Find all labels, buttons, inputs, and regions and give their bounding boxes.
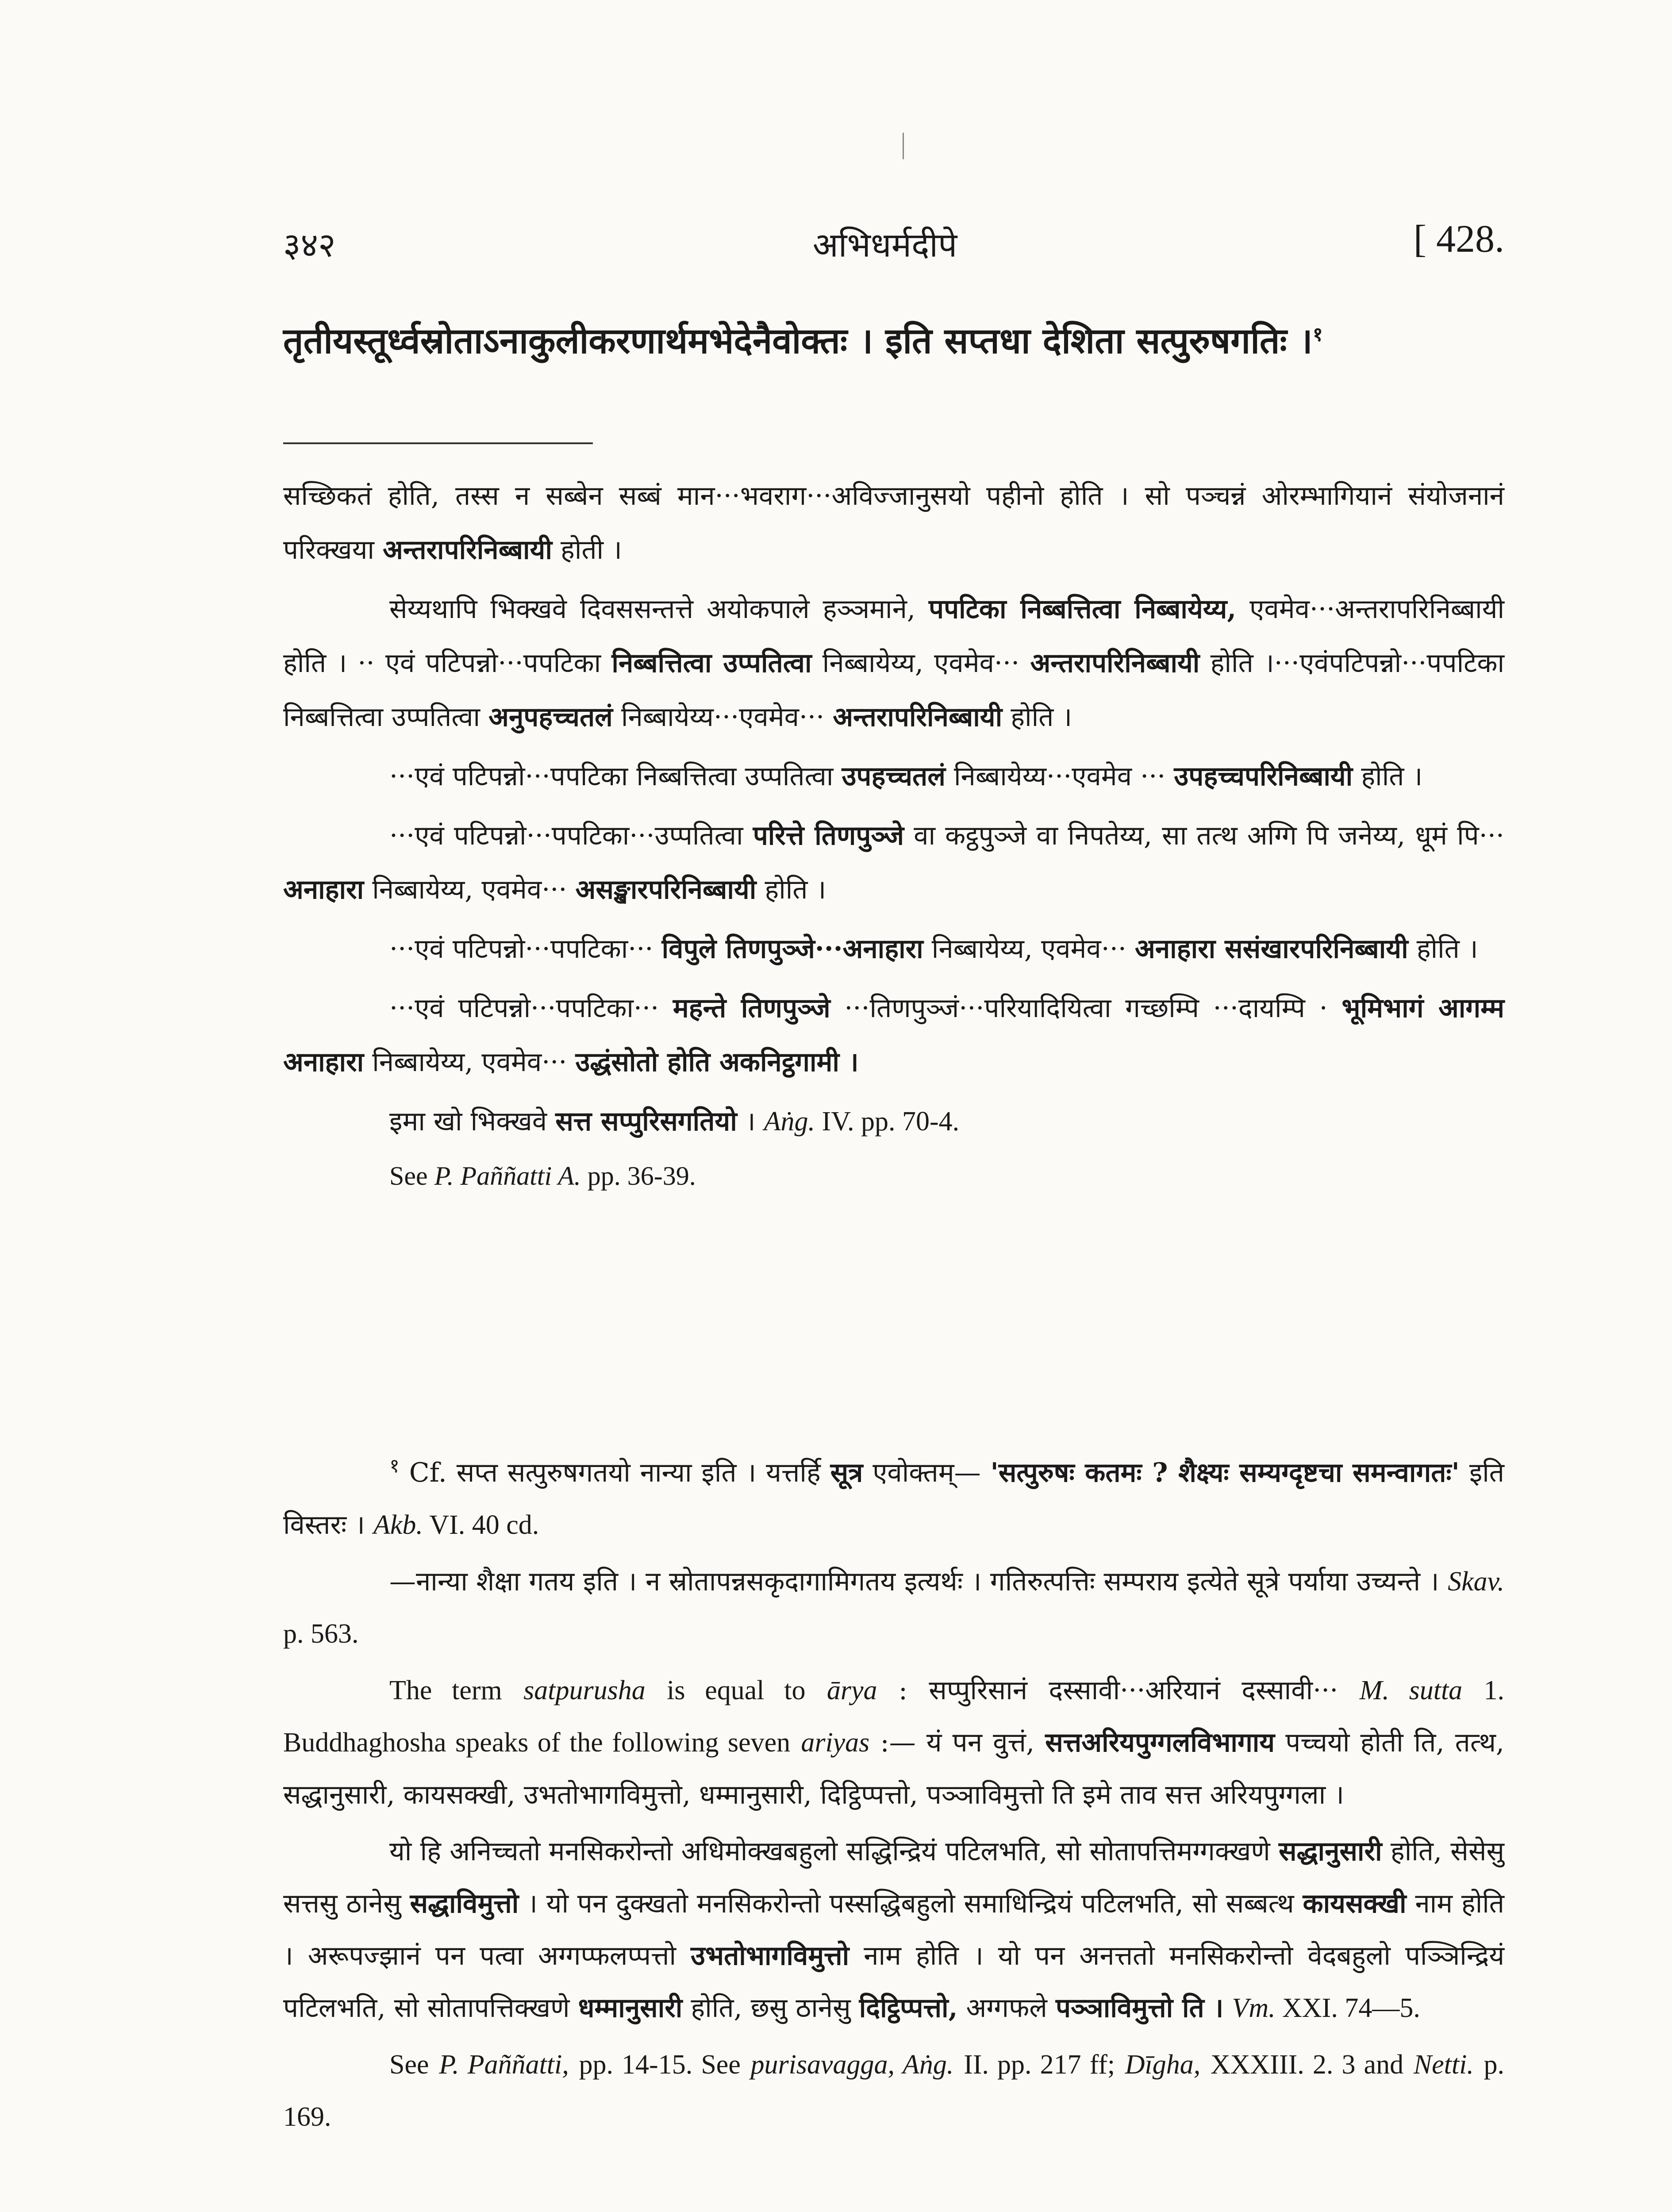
main-text — [283, 310, 1504, 372]
running-title: अभिधर्मदीपे — [812, 225, 957, 265]
main-sentence: तृतीयस्तूर्ध्वस्रोताऽनाकुलीकरणार्थमभेदेनैवोक्तः । इति सप्तधा देशिता सत्पुरुषगतिः । — [283, 320, 1313, 361]
page-number: ३४२ — [283, 225, 336, 265]
note-paragraph: सेय्यथापि भिक्खवे दिवससन्तत्ते अयोकपाले हञ्ञमाने, पपटिका निब्बत्तित्वा निब्बायेय्य, एवमेव···अन्तरापरिनिब्बायी होति । ·· एवं पटिपन्नो···पपटिका निब्बत्तित्वा उप्पतित्वा निब्बायेय्य, एवमेव··· अन्तरापरिनिब्बायी होति ।···एवंपटिपन्नो···पपटिका निब्बत्तित्वा उप्पतित्वा अनुपहच्चतलं निब्बायेय्य···एवमेव··· अन्तरापरिनिब्बायी होति । — [283, 594, 1505, 733]
note-paragraph: ···एवं पटिपन्नो···पपटिका निब्बत्तित्वा उप्पतित्वा उपहच्चतलं निब्बायेय्य···एवमेव ··· उपहच्चपरिनिब्बायी होति । — [389, 761, 1423, 792]
note-paragraph: यो हि अनिच्चतो मनसिकरोन्तो अधिमोक्खबहुलो सद्धिन्द्रियं पटिलभति, सो सोतापत्तिमग्गक्खणे सद्धानुसारी होति, सेसेसु सत्तसु ठानेसु सद्धाविमुत्तो । यो पन दुक्खतो मनसिकरोन्तो पस्सद्धिबहुलो समाधिन्द्रियं पटिलभति, सो सब्बत्थ कायसक्खी नाम होति । अरूपज्झानं पन पत्वा अग्गप्फलप्पत्तो उभतोभागविमुत्तो नाम होति । यो पन अनत्ततो मनसिकरोन्तो वेदबहुलो पञ्ञिन्द्रियं पटिलभति, सो सोतापत्तिक्खणे धम्मानुसारी होति, छसु ठानेसु दिट्ठिप्पत्तो, अग्गफले पञ्ञाविमुत्तो ति । Vm. XXI. 74—5. — [283, 1836, 1505, 2024]
note-reference: See P. Paññatti A. pp. 36-39. — [389, 1161, 696, 1190]
note-paragraph: सच्छिकतं होति, तस्स न सब्बेन सब्बं मान···भवराग···अविज्जानुसयो पहीनो होति । सो पञ्चन्नं ओरम्भागियानं संयोजनानं परिक्खया अन्तरापरिनिब्बायी होती । — [283, 480, 1504, 565]
footnote-rule — [283, 442, 593, 444]
section-number: [ 428. — [1413, 218, 1504, 261]
footnote-marker: १ — [1312, 323, 1323, 346]
note-paragraph: इमा खो भिक्खवे सत्त सप्पुरिसगतियो । Aṅg. IV. pp. 70-4. — [389, 1106, 960, 1137]
note-paragraph: See P. Paññatti, pp. 14-15. See purisavagga, Aṅg. II. pp. 217 ff; Dīgha, XXXIII. 2. 3 and Netti. p. 169. — [283, 2050, 1505, 2132]
note-paragraph: ···एवं पटिपन्नो···पपटिका··· विपुले तिणपुञ्जे···अनाहारा निब्बायेय्य, एवमेव··· अनाहारा ससंखारपरिनिब्बायी होति । — [389, 933, 1478, 964]
page — [265, 0, 1504, 2212]
footnote-1 — [283, 1447, 1504, 2147]
note-paragraph: ···एवं पटिपन्नो···पपटिका··· महन्ते तिणपुञ्जे ···तिणपुञ्जं···परियादियित्वा गच्छम्पि ···दायम्पि · भूमिभागं आगम्म अनाहारा निब्बायेय्य, एवमेव··· उद्धंसोतो होति अकनिट्ठगामी । — [283, 993, 1504, 1078]
note-paragraph: The term satpurusha is equal to ārya : सप्पुरिसानं दस्सावी···अरियानं दस्सावी··· M. sutta 1. Buddhaghosha speaks of the following seven ariyas :— यं पन वुत्तं, सत्तअरियपुग्गलविभागाय पच्चयो होती ति, तत्थ, सद्धानुसारी, कायसक्खी, उभतोभागविमुत्तो, धम्मानुसारी, दिट्ठिप्पत्तो, पञ्ञाविमुत्तो ति इमे ताव सत्त अरियपुग्गला । — [283, 1675, 1505, 1810]
running-head — [265, 218, 1504, 270]
note-paragraph: ···एवं पटिपन्नो···पपटिका···उप्पतित्वा परित्ते तिणपुञ्जे वा कट्ठपुञ्जे वा निपतेय्य, सा तत्थ अग्गि पि जनेय्य, धूमं पि··· अनाहारा निब्बायेय्य, एवमेव··· असङ्खारपरिनिब्बायी होति । — [283, 820, 1504, 905]
note-pali-passage — [283, 469, 1504, 1201]
note-paragraph: $^१$ Cf. सप्त सत्पुरुषगतयो नान्या इति । यत्तर्हि सूत्र एवोक्तम्— 'सत्पुरुषः कतमः ? शैक्ष्यः सम्यग्दृष्टचा समन्वागतः' इति विस्तरः । Akb. VI. 40 cd. — [283, 1455, 1505, 1540]
footnote-number: १ — [389, 1455, 400, 1477]
note-paragraph: —नान्या शैक्षा गतय इति । न स्रोतापन्नसकृदागामिगतय इत्यर्थः । गतिरुत्पत्तिः सम्पराय इत्येते सूत्रे पर्याया उच्यन्ते । Skav. p. 563. — [283, 1566, 1504, 1649]
